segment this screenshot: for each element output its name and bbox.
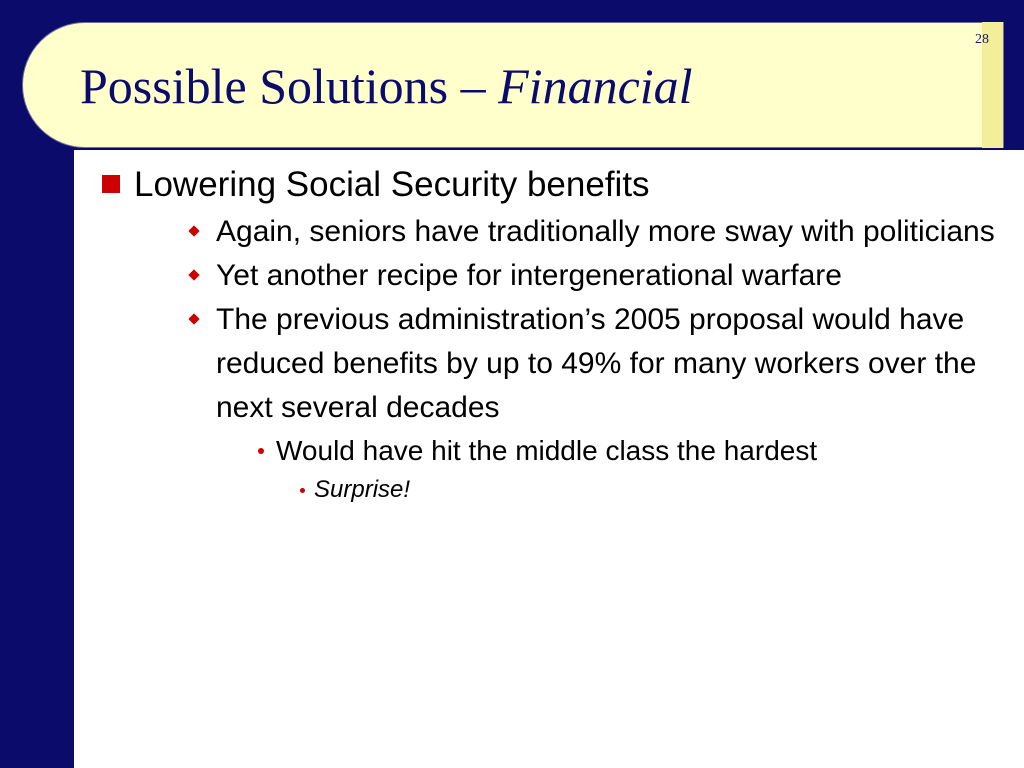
slide-title [80, 56, 693, 116]
bullet-text: Yet another recipe for intergenerational warfare [216, 259, 842, 292]
bullet-heading-text: Lowering Social Security benefits [134, 165, 650, 204]
sub-sub-bullet-list [216, 430, 1018, 508]
diamond-bullet-icon [188, 313, 199, 324]
square-bullet-icon [102, 175, 120, 193]
bullet-text: Would have hit the middle class the hardest [276, 435, 818, 466]
bullet-text: The previous administration’s 2005 proposal would have reduced benefits by up to 49% for many workers over the next several decades [216, 303, 977, 424]
bullet-text: Surprise! [314, 476, 411, 503]
bullet-level3 [252, 430, 1018, 508]
small-dot-bullet-icon [300, 488, 305, 493]
bullet-level4 [296, 472, 1018, 508]
sub-bullet-list [134, 210, 1018, 508]
slide-title-italic: Financial [498, 58, 693, 114]
bullet-level2 [178, 210, 1018, 254]
bullet-level2 [178, 298, 1018, 508]
sub-sub-sub-bullet-list [276, 472, 1018, 508]
bullet-list [98, 162, 1018, 508]
bullet-level1 [98, 162, 1018, 508]
slide-number: 28 [975, 32, 989, 47]
dot-bullet-icon [258, 448, 264, 454]
diamond-bullet-icon [188, 269, 199, 280]
slide-title-main: Possible Solutions – [80, 58, 499, 114]
bullet-text: Again, seniors have traditionally more sway with politicians [216, 215, 995, 248]
bullet-level2 [178, 254, 1018, 298]
diamond-bullet-icon [188, 225, 199, 236]
